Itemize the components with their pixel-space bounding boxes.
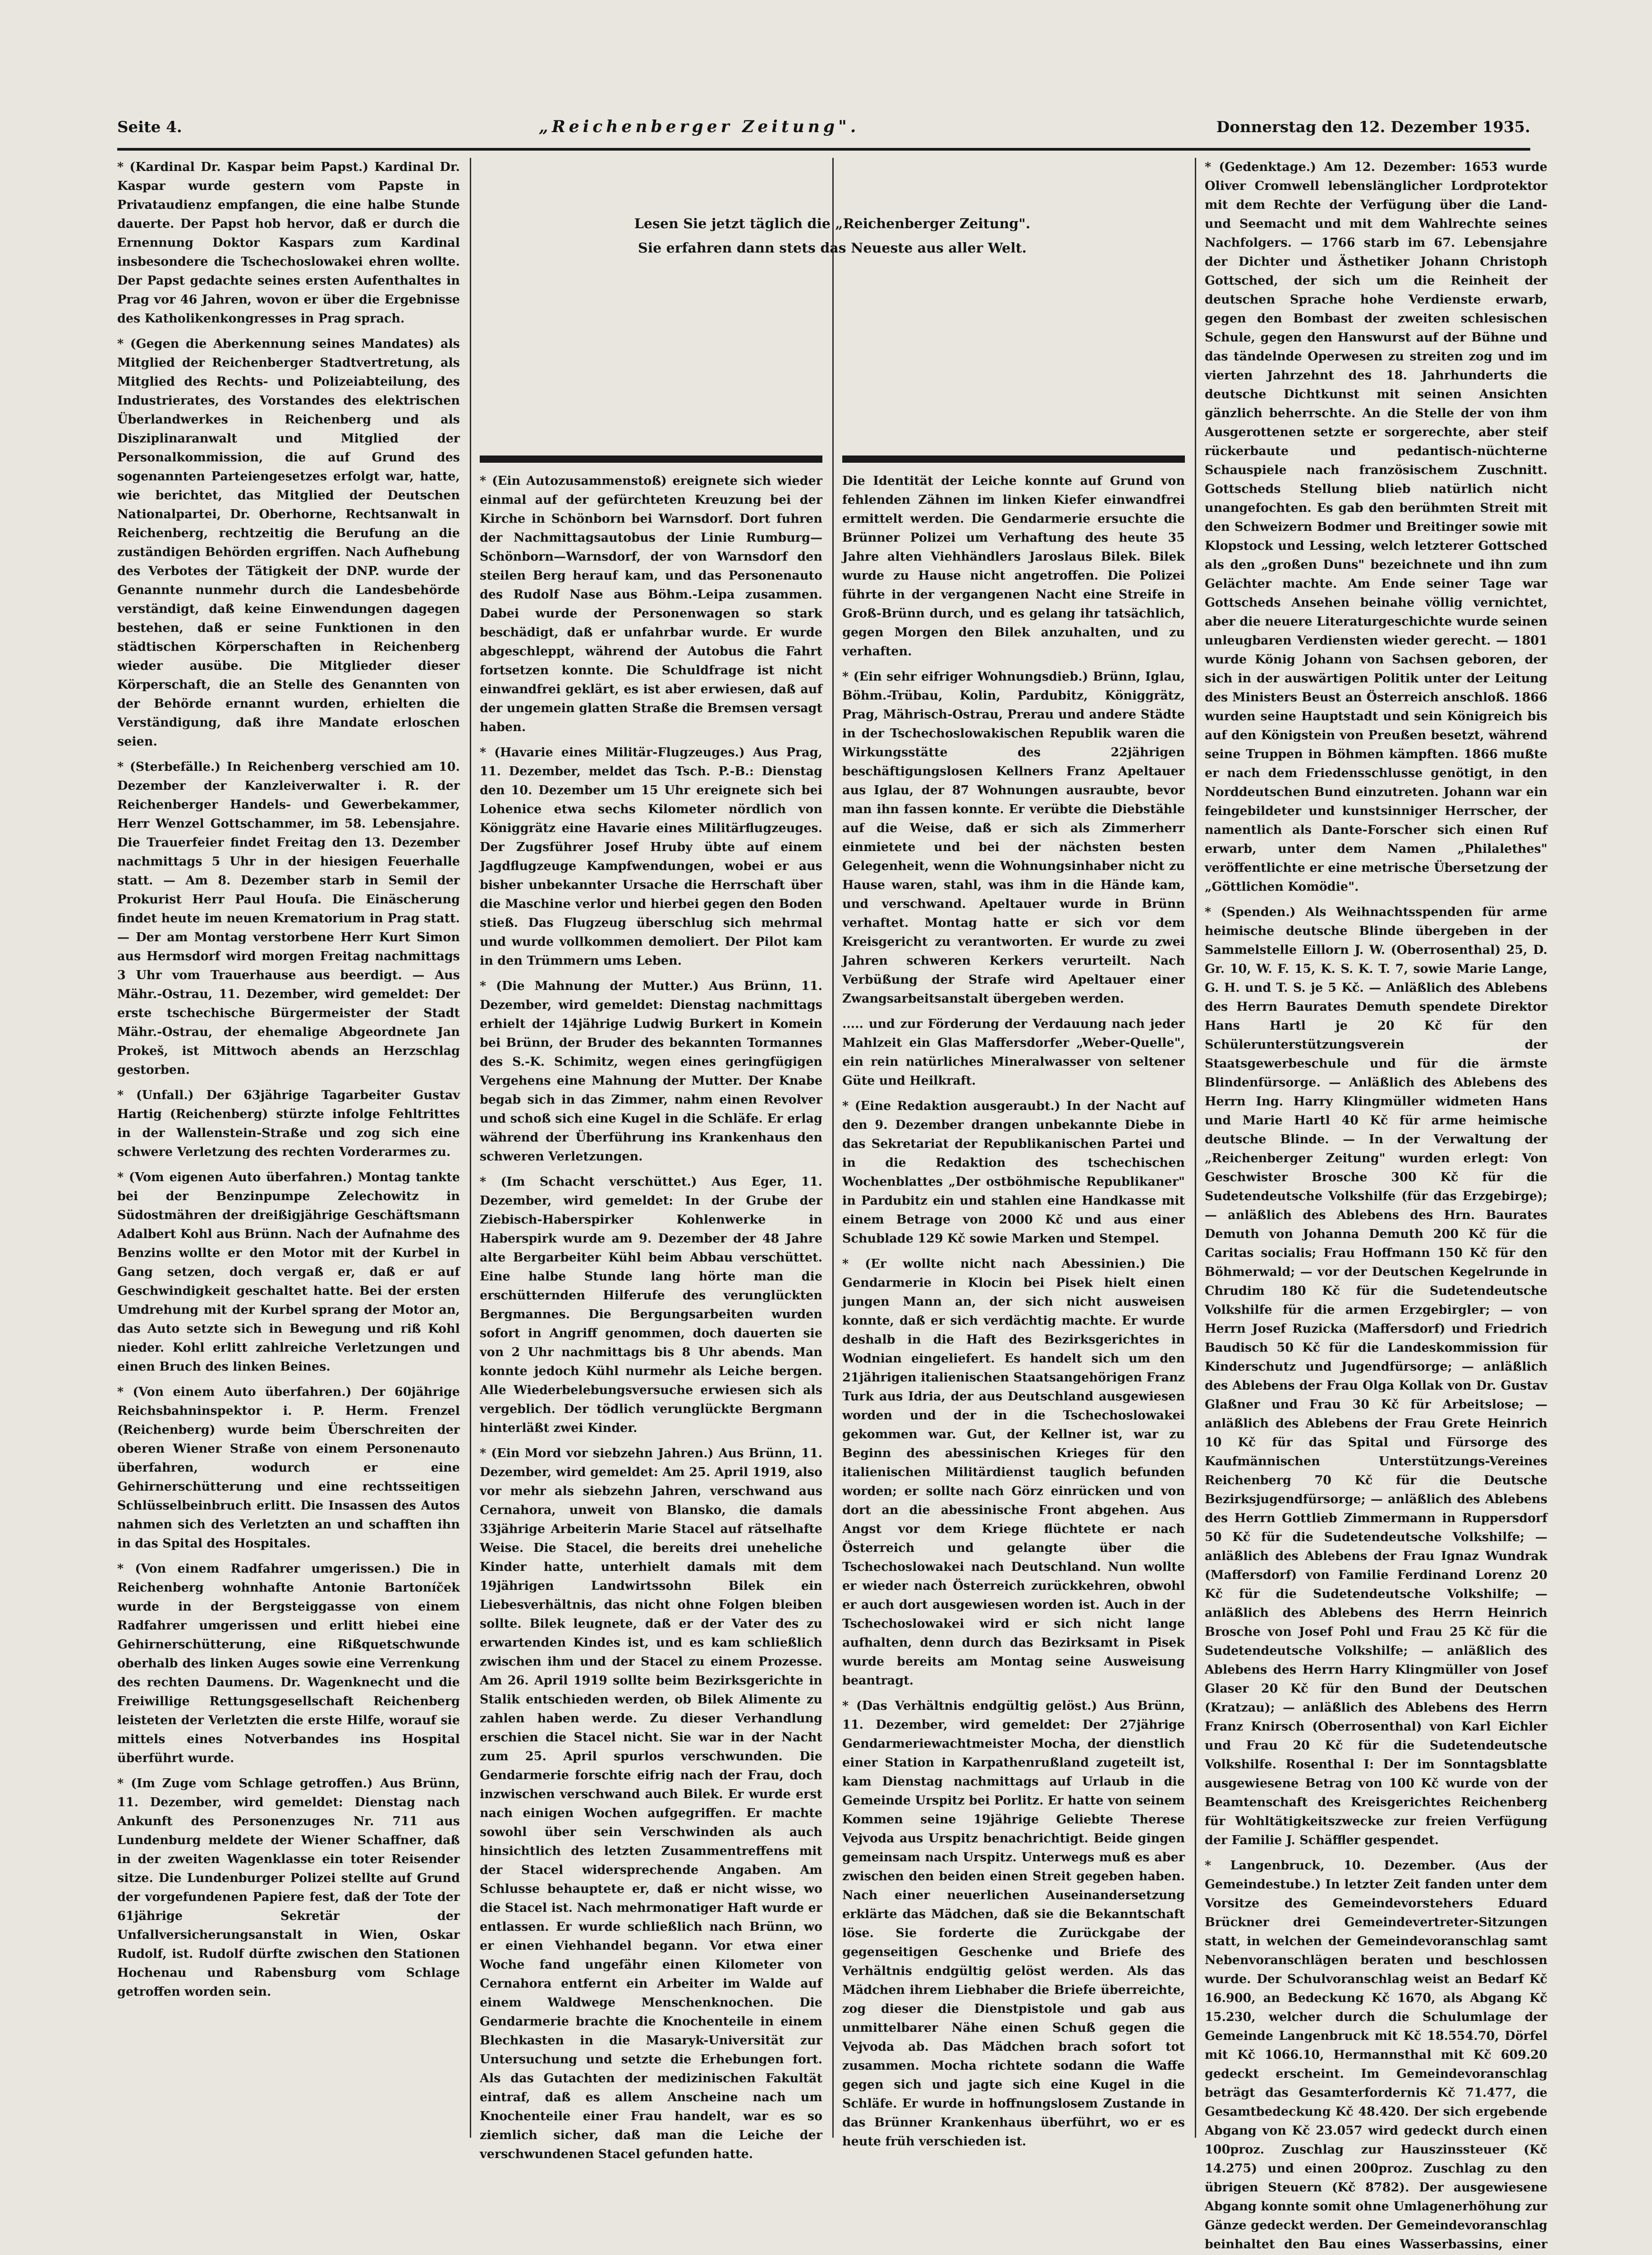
article-heading: * (Von einem Radfahrer umgerissen.) bbox=[117, 1562, 412, 1576]
article-heading: * (Ein sehr eifriger Wohnungsdieb.) bbox=[842, 670, 1093, 684]
article-heading: * (Unfall.) bbox=[117, 1088, 206, 1102]
article bbox=[117, 1168, 460, 1376]
article-heading: * Langenbruck, bbox=[1205, 1859, 1344, 1873]
article-heading: * (Von einem Auto überfahren.) bbox=[117, 1385, 361, 1399]
section-bar bbox=[480, 456, 822, 463]
article-heading: * (Das Verhältnis endgültig gelöst.) bbox=[842, 1699, 1105, 1713]
column-2 bbox=[480, 452, 822, 2255]
article-heading: * (Sterbefälle.) bbox=[117, 760, 227, 774]
article bbox=[842, 1097, 1185, 1248]
promo-line-2: Sie erfahren dann stets das Neueste aus aller Welt. bbox=[638, 240, 1027, 256]
article-text: Aus Brünn, 11. Dezember, wird gemeldet: Der 27jährige Gendarmeriewachtmeister Mocha, der dienstlich einer Station in Karpathenrußland zugeteilt ist, kam Dienstag nachmittags auf Urlaub in die Gemeinde Urspitz bei Porlitz. Er hatte von seinem Kommen seine 19jährige Geliebte Therese Vejvoda aus Urspitz benachrichtigt. Beide gingen gemeinsam nach Urspitz. Unterwegs muß es aber zwischen den beiden einen Streit gegeben haben. Nach einer neuerlichen Auseinandersetzung erklärte das Mädchen, daß sie die Bekanntschaft löse. Sie forderte die Zurückgabe der gegenseitigen Geschenke und Briefe des Verhältnis endgültig gelöst werden. Als das Mädchen ihrem Liebhaber die Briefe überreichte, zog dieser die Dienstpistole und gab aus unmittelbarer Nähe einen Schuß gegen die Vejvoda ab. Das Mädchen brach sofort tot zusammen. Mocha richtete sodann die Waffe gegen sich und jagte sich eine Kugel in die Schläfe. Er wurde in hoffnungslosem Zustande in das Brünner Krankenhaus überführt, wo er es heute früh verschieden ist. bbox=[842, 1699, 1185, 2149]
article-text: Kardinal Dr. Kaspar wurde gestern vom Papste in Privataudienz empfangen, die eine halbe Stunde dauerte. Der Papst hob hervor, daß er durch die Ernennung Doktor Kaspars zum Kardinal insbesondere die Tschechoslowakei ehren wollte. Der Papst gedachte seines ersten Aufenthaltes in Prag vor 46 Jahren, wovon er über die Ergebnisse des Katholikenkongresses in Prag sprach. bbox=[117, 160, 460, 326]
article-columns bbox=[117, 158, 1547, 2251]
article-text: Am 12. Dezember: 1653 wurde Oliver Cromwell lebenslänglicher Lordprotektor mit dem Rechte der Verfügung über die Land- und Seemacht und mit dem Wahlrechte seines Nachfolgers. — 1766 starb im 67. Lebensjahre der Dichter und Ästhetiker Johann Christoph Gottsched, der sich um die Reinheit der deutschen Sprache hohe Verdienste erwarb, gegen den Bombast der zweiten schlesischen Schule, gegen den Hanswurst auf der Bühne und das tändelnde Operwesen zu streiten zog und im vierten Jahrzehnt des 18. Jahrhunderts die deutsche Dichtkunst mit seinen Ansichten gänzlich beherrschte. An die Stelle der von ihm Ausgerottenen setzte er sorgerechte, aber steif rückerbaute und pedantisch-nüchterne Schauspiele nach französischem Zuschnitt. Gottscheds Stellung blieb natürlich nicht unangefochten. Es gab den berühmten Streit mit den Schweizern Bodmer und Breitinger sowie mit Klopstock und Lessing, welch letzterer Gottsched als den „großen Duns" bezeichnete und ihn zum Gelächter machte. Am Ende seiner Tage war Gottscheds Ansehen beinahe völlig vernichtet, aber die neuere Literaturgeschichte wurde seinen unleugbaren Verdiensten wieder gerecht. — 1801 wurde König Johann von Sachsen geboren, der sich in der auswärtigen Politik unter der Leitung des Ministers Beust an Österreich anschloß. 1866 wurden seine Hauptstadt und sein Königreich bis auf den Königstein von Preußen besetzt, während seine Truppen in Böhmen kämpften. 1866 mußte er nach dem Friedensschlusse genötigt, in den Norddeutschen Bund einzutreten. Johann war ein feingebildeter und kunstsinniger Herrscher, der namentlich als Dante-Forscher sich einen Ruf erwarb, unter dem Namen „Philalethes" veröffentlichte er eine metrische Übersetzung der „Göttlichen Komödie". bbox=[1205, 160, 1547, 894]
article-text: Brünn, Iglau, Böhm.-Trübau, Kolin, Pardubitz, Königgrätz, Prag, Mährisch-Ostrau, Prerau und andere Städte in der Tschechoslowakischen Republik waren die Wirkungsstätte des 22jährigen beschäftigungslosen Kellners Franz Apeltauer aus Iglau, der 87 Wohnungen ausraubte, bevor man ihn fassen konnte. Er verübte die Diebstähle auf die Weise, daß er sich als Zimmerherr einmietete und bei der nächsten besten Gelegenheit, wenn die Wohnungsinhaber nicht zu Hause waren, stahl, was ihm in die Hände kam, und verschwand. Apeltauer wurde in Brünn verhaftet. Montag hatte er sich vor dem Kreisgericht zu verantworten. Er wurde zu zwei Jahren schweren Kerkers verurteilt. Nach Verbüßung der Strafe wird Apeltauer einer Zwangsarbeitsanstalt übergeben werden. bbox=[842, 670, 1185, 1006]
issue-date: Donnerstag den 12. Dezember 1935. bbox=[1216, 118, 1530, 136]
article bbox=[842, 1697, 1185, 2151]
article bbox=[117, 1383, 460, 1553]
article bbox=[117, 1774, 460, 2002]
article-heading: * (Im Schacht verschüttet.) bbox=[480, 1175, 712, 1189]
promo-box bbox=[480, 158, 1185, 452]
article bbox=[117, 1086, 460, 1162]
article bbox=[1205, 158, 1547, 897]
article-text: In Reichenberg verschied am 10. Dezember der Kanzleiverwalter i. R. der Reichenberger Handels- und Gewerbekammer, Herr Wenzel Gottschammer, im 58. Lebensjahre. Die Trauerfeier findet Freitag den 13. Dezember nachmittags 5 Uhr in der hiesigen Feuerhalle statt. — Am 8. Dezember starb in Semil der Prokurist Herr Paul Houſa. Die Einäscherung findet heute im neuen Krematorium in Prag statt. — Der am Montag verstorbene Herr Kurt Simon aus Hermsdorf wird morgen Freitag nachmittags 3 Uhr vom Trauerhause aus beerdigt. — Aus Mähr.-Ostrau, 11. Dezember, wird gemeldet: Der erste tschechische Bürgermeister der Stadt Mähr.-Ostrau, der ehemalige Abgeordnete Jan Prokeš, ist Mittwoch abends an Herzschlag gestorben. bbox=[117, 760, 460, 1077]
article bbox=[842, 472, 1185, 661]
article-text: Aus Prag, 11. Dezember, meldet das Tsch. P.-B.: Dienstag den 10. Dezember um 15 Uhr ereignete sich bei Lohenice etwa sechs Kilometer nördlich von Königgrätz eine Havarie eines Militärflugzeuges. Der Zugsführer Josef Hruby übte auf einem Jagdflugzeuge Kampfwendungen, wobei er aus bisher unbekannter Ursache die Herrschaft über die Maschine verlor und hierbei gegen den Boden stieß. Das Flugzeug überschlug sich mehrmal und wurde vollkommen demoliert. Der Pilot kam in den Trümmern ums Leben. bbox=[480, 746, 823, 968]
article bbox=[842, 1255, 1185, 1690]
article-text: Als Weihnachtsspenden für arme heimische deutsche Blinde übergeben in der Sammelstelle Eillorn J. W. (Oberrosenthal) 25, D. Gr. 10, W. F. 15, K. S. K. T. 7, sowie Marie Lange, G. H. und T. S. je 5 Kč. — Anläßlich des Ablebens des Herrn Baurates Demuth spendete Direktor Hans Hartl je 20 Kč für den Schülerunterstützungsverein der Staatsgewerbeschule und für die ärmste Blindenfürsorge. — Anläßlich des Ablebens des Herrn Ing. Harry Klingmüller widmeten Hans und Marie Hartl 40 Kč für arme heimische deutsche Blinde. — In der Verwaltung der „Reichenberger Zeitung" wurden erlegt: Von Geschwister Brosche 300 Kč für die Sudetendeutsche Volkshilfe (für das Erzgebirge); — anläßlich des Ablebens des Hrn. Baurates Demuth von Johanna Demuth 200 Kč für die Caritas socialis; Frau Hoffmann 150 Kč für den Böhmerwald; — vor der Deutschen Kegelrunde in Chrudim 180 Kč für die Sudetendeutsche Volkshilfe für die armen Erzgebirgler; — von Herrn Josef Ruzicka (Maffersdorf) und Friedrich Baudisch 50 Kč für die Landeskommission für Kinderschutz und Jugendfürsorge; — anläßlich des Ablebens der Frau Olga Kollak von Dr. Gustav Glaßner und Frau 30 Kč für Arbeitslose; — anläßlich des Ablebens der Frau Grete Heinrich 10 Kč für das Spital und Fürsorge des Kaufmännischen Unterstützungs-Vereines Reichenberg 70 Kč für die Deutsche Bezirksjugendfürsorge; — anläßlich des Ablebens des Herrn Gottlieb Zimmermann in Ruppersdorf 50 Kč für die Sudetendeutsche Volkshilfe; — anläßlich des Ablebens der Frau Ignaz Wundrak (Maffersdorf) von Familie Ferdinand Lorenz 20 Kč für die Sudetendeutsche Volkshilfe; — anläßlich des Ablebens des Herrn Heinrich Brosche von Josef Pohl und Frau 25 Kč für die Sudetendeutsche Volkshilfe; — anläßlich des Ablebens des Herrn Harry Klingmüller von Josef Glaser 20 Kč für den Bund der Deutschen (Kratzau); — anläßlich des Ablebens des Herrn Franz Knirsch (Oberrosenthal) von Karl Eichler und Frau 20 Kč für die Sudetendeutsche Volkshilfe. Rosenthal I: Der im Sonntagsblatte ausgewiesene Betrag von 100 Kč wurde von der Beamtenschaft des Kreisgerichtes Reichenberg für Wohltätigkeitszwecke zur freien Verfügung der Familie J. Schäffler gespendet. bbox=[1205, 905, 1547, 1847]
newspaper-title: „Reichenberger Zeitung". bbox=[539, 117, 860, 136]
article-heading: * (Kardinal Dr. Kaspar beim Papst.) bbox=[117, 160, 375, 174]
article-heading: * (Gedenktage.) bbox=[1205, 160, 1324, 174]
article bbox=[117, 1560, 460, 1768]
article-text: Der 63jährige Tagarbeiter Gustav Hartig (Reichenberg) stürzte infolge Fehltrittes in der Wallenstein-Straße und zog sich eine schwere Verletzung des rechten Vorderarmes zu. bbox=[117, 1088, 460, 1159]
column-4 bbox=[1205, 158, 1547, 2255]
article bbox=[117, 758, 460, 1080]
article bbox=[117, 335, 460, 751]
article-text: als Mitglied der Reichenberger Stadtvertretung, als Mitglied des Rechts- und Polizeiabteilung, des Industrierates, des Vorstandes des elektrischen Überlandwerkes in Reichenberg und als Disziplinaranwalt und Mitglied der Personalkommission, die auf Grund des sogenannten Parteiengesetzes erfolgt war, hatte, wie berichtet, das Mitglied der Deutschen Nationalpartei, Dr. Oberhorne, Rechtsanwalt in Reichenberg, rechtzeitig die Berufung an die zuständigen Behörden ergriffen. Nach Aufhebung des Verbotes der Tätigkeit der DNP. wurde der Genannte nunmehr durch die Landesbehörde verständigt, daß keine Einwendungen dagegen bestehen, daß er seine Funktionen in den städtischen Körperschaften in Reichenberg wieder ausübe. Die Mitglieder dieser Körperschaft, die an Stelle des Genannten von der Behörde ernannt wurden, erhielten die Verständigung, daß ihre Mandate erloschen seien. bbox=[117, 337, 460, 749]
header-rule bbox=[117, 148, 1530, 151]
article-text: Aus Brünn, 11. Dezember, wird gemeldet: Am 25. April 1919, also vor mehr als siebzehn Jahren, verschwand aus Cernahora, unweit von Blansko, die damals 33jährige Arbeiterin Marie Stacel auf rätselhafte Weise. Die Stacel, die bereits drei uneheliche Kinder hatte, unterhielt damals mit dem 19jährigen Landwirtssohn Bilek ein Liebesverhältnis, das nicht ohne Folgen bleiben sollte. Bilek leugnete, daß er der Vater des zu erwartenden Kindes ist, und es kam schließlich zwischen ihm und der Stacel zu einem Prozesse. Am 26. April 1919 sollte beim Bezirksgerichte in Stalik entschieden werden, ob Bilek Alimente zu zahlen haben werde. Zu dieser Verhandlung erschien die Stacel nicht. Sie war in der Nacht zum 25. April spurlos verschwunden. Die Gendarmerie forschte eifrig nach der Frau, doch inzwischen verschwand auch Bilek. Er wurde erst nach einigen Wochen aufgegriffen. Er machte sowohl über sein Verschwinden als auch hinsichtlich des letzten Zusammentreffens mit der Stacel widersprechende Angaben. Am Schlusse behauptete er, daß er nicht wisse, wo die Stacel ist. Nach mehrmonatiger Haft wurde er entlassen. Er wurde schließlich nach Brünn, wo er einen Viehhandel begann. Vor etwa einer Woche fand ungefähr einen Kilometer von Cernahora entfernt ein Arbeiter im Walde auf einem Waldwege Menschenknochen. Die Gendarmerie brachte die Knochenteile in einem Blechkasten in die Masaryk-Universität zur Untersuchung und setzte die Erhebungen fort. Als das Gutachten der medizinischen Fakultät eintraf, daß es allem Anscheine nach um Knochenteile einer Frau handelt, war es so ziemlich sicher, daß man die Leiche der verschwundenen Stacel gefunden hatte. bbox=[480, 1446, 823, 2161]
article-text: Die Identität der Leiche konnte auf Grund von fehlenden Zähnen im linken Kiefer einwandfrei ermittelt werden. Die Gendarmerie ersuchte die Brünner Polizei um Verhaftung des heute 35 Jahre alten Viehhändlers Jaroslaus Bilek. Bilek wurde zu Hause nicht angetroffen. Die Polizei führte in der vergangenen Nacht eine Streife in Groß-Brünn durch, und es gelang ihr tatsächlich, gegen Morgen den Bilek anzuhalten, und zu verhaften. bbox=[842, 474, 1185, 658]
article bbox=[117, 158, 460, 328]
article-text: Aus Eger, 11. Dezember, wird gemeldet: In der Grube der Ziebisch-Haberspirker Kohlenwerke in Haberspirk wurde am 9. Dezember der 48 Jahre alte Bergarbeiter Kühl beim Abbau verschüttet. Eine halbe Stunde lang hörte man die erschütternden Hilferufe des verunglückten Bergmannes. Die Bergungsarbeiten wurden sofort in Angriff genommen, doch dauerten sie von 2 Uhr nachmittags bis 8 Uhr abends. Man konnte jedoch Kühl nurmehr als Leiche bergen. Alle Wiederbelebungsversuche erwiesen sich als vergeblich. Der tödlich verunglückte Bergmann hinterläßt zwei Kinder. bbox=[480, 1175, 823, 1435]
article-text: Die Gendarmerie in Klocin bei Pisek hielt einen jungen Mann an, der sich nicht ausweisen konnte, daß er sich verdächtig machte. Er wurde deshalb in die Haft des Bezirksgerichtes in Wodnian eingeliefert. Es handelt sich um den 21jährigen italienischen Staatsangehörigen Franz Turk aus Idria, der aus Deutschland ausgewiesen worden und der in die Tschechoslowakei gekommen war. Gut, der Kellner ist, war zu Beginn des abessinischen Krieges für den italienischen Militärdienst tauglich befunden worden; er sollte nach Görz einrücken und von dort an die abessinische Front abgehen. Aus Angst vor dem Kriege flüchtete er nach Österreich und gelangte über die Tschechoslowakei nach Deutschland. Nun wollte er wieder nach Österreich zurückkehren, obwohl er auch dort ausgewiesen worden ist. Auch in der Tschechoslowakei wird er sich nicht lange aufhalten, denn durch das Bezirksamt in Pisek wurde bereits am Montag seine Ausweisung beantragt. bbox=[842, 1257, 1185, 1688]
article-heading: * (Ein Mord vor siebzehn Jahren.) bbox=[480, 1446, 719, 1460]
article-heading: * (Er wollte nicht nach Abessinien.) bbox=[842, 1257, 1162, 1271]
article bbox=[480, 472, 822, 737]
article bbox=[842, 1015, 1185, 1091]
article-text: ..... und zur Förderung der Verdauung nach jeder Mahlzeit ein Glas Maffersdorfer „Weber-Quelle", ein rein natürliches Mineralwasser von seltener Güte und Heilkraft. bbox=[842, 1017, 1185, 1088]
article-text: Aus Brünn, 11. Dezember, wird gemeldet: Dienstag nachmittags erhielt der 14jährige Ludwig Burkert in Komein bei Brünn, der Bruder des bekannten Tormannes des S.-K. Schimitz, wegen eines geringfügigen Vergehens eine Mahnung der Mutter. Der Knabe begab sich in das Zimmer, nahm einen Revolver und schoß sich eine Kugel in die Schläfe. Er erlag während der Überführung ins Krankenhaus den schweren Verletzungen. bbox=[480, 979, 823, 1164]
promo-line-1: Lesen Sie jetzt täglich die „Reichenberger Zeitung". bbox=[634, 216, 1031, 232]
article-text: In der Nacht auf den 9. Dezember drangen unbekannte Diebe in das Sekretariat der Republikanischen Partei und in die Redaktion des tschechischen Wochenblattes „Der ostböhmische Republikaner" in Pardubitz ein und stahlen eine Handkasse mit einem Betrage von 2000 Kč und aus einer Schublade 129 Kč sowie Marken und Stempel. bbox=[842, 1099, 1185, 1246]
article bbox=[842, 667, 1185, 1008]
section-bar bbox=[842, 456, 1185, 463]
article-text: Aus Brünn, 11. Dezember, wird gemeldet: Dienstag nach Ankunft des Personenzuges Nr. 711 aus Lundenburg meldete der Wiener Schaffner, daß in der zweiten Wagenklasse ein toter Reisender sitze. Die Lundenburger Polizei stellte auf Grund der vorgefundenen Papiere fest, daß der Tote der 61jährige Sekretär der Unfallversicherungsanstalt in Wien, Oskar Rudolf, ist. Rudolf dürfte zwischen den Stationen Hochenau und Rabensburg vom Schlage getroffen worden sein. bbox=[117, 1776, 460, 1999]
page-number: Seite 4. bbox=[117, 118, 182, 136]
article-heading: * (Ein Autozusammenstoß) bbox=[480, 474, 673, 488]
article-text: Montag tankte bei der Benzinpumpe Zelechowitz in Südostmähren der dreißigjährige Geschäftsmann Adalbert Kohl aus Brünn. Nach der Aufnahme des Benzins wollte er den Motor mit der Kurbel in Gang setzen, doch vergaß er, daß er auf Geschwindigkeit geschaltet hatte. Bei der ersten Umdrehung mit der Kurbel sprang der Motor an, das Auto setzte sich in Bewegung und riß Kohl nieder. Kohl erlitt zahlreiche Verletzungen und einen Bruch des linken Beines. bbox=[117, 1170, 460, 1374]
article bbox=[480, 1173, 822, 1438]
article-heading: * (Die Mahnung der Mutter.) bbox=[480, 979, 709, 993]
article-text: 10. Dezember. (Aus der Gemeindestube.) In letzter Zeit fanden unter dem Vorsitze des Gemeindevorstehers Eduard Brückner drei Gemeindevertreter-Sitzungen statt, in welchen der Gemeindevoranschlag samt Nebenvoranschlägen beraten und beschlossen wurde. Der Schulvoranschlag weist an Bedarf Kč 16.900, an Bedeckung Kč 1670, als Abgang Kč 15.230, welcher durch die Schulumlage der Gemeinde Langenbruck mit Kč 18.554.70, Dörfel mit Kč 1066.10, Hermannsthal mit Kč 609.20 gedeckt erscheint. Im Gemeindevoranschlag beträgt das Gesamterfordernis Kč 71.477, die Gesamtbedeckung Kč 48.420. Der sich ergebende Abgang von Kč 23.057 wird gedeckt durch einen 100proz. Zuschlag zur Hauszinssteuer (Kč 14.275) und einen 200proz. Zuschlag zu den übrigen Steuern (Kč 8782). Der ausgewiesene Abgang konnte somit ohne Umlagenerhöhung zur Gänze gedeckt werden. Der Gemeindevoranschlag beinhaltet den Bau eines Wasserbassins, einer bbox=[1205, 1859, 1547, 2251]
article-heading: * (Vom eigenen Auto überfahren.) bbox=[117, 1170, 358, 1184]
article bbox=[480, 743, 822, 971]
middle-columns bbox=[480, 452, 1185, 2255]
page-header bbox=[117, 117, 1530, 144]
article-heading: * (Havarie eines Militär-Flugzeuges.) bbox=[480, 746, 753, 759]
article-text: Der 60jährige Reichsbahninspektor i. P. Herm. Frenzel (Reichenberg) wurde beim Überschreiten der oberen Wiener Straße von einem Personenauto überfahren, wodurch er eine Gehirnerschütterung und eine rechtsseitigen Schlüsselbeinbruch erlitt. Die Insassen des Autos nahmen sich des Verletzten an und schafften ihn in das Spital des Hospitales. bbox=[117, 1385, 460, 1551]
article bbox=[480, 977, 822, 1166]
article-heading: * (Eine Redaktion ausgeraubt.) bbox=[842, 1099, 1067, 1113]
article bbox=[480, 1444, 822, 2164]
column-1 bbox=[117, 158, 460, 2255]
article bbox=[1205, 903, 1547, 1850]
article-heading: * (Spenden.) bbox=[1205, 905, 1306, 919]
article-text: Die in Reichenberg wohnhafte Antonie Bartoníček wurde in der Bergsteiggasse von einem Radfahrer umgerissen und erlitt hiebei eine Gehirnerschütterung, eine Rißquetschwunde oberhalb des linken Auges sowie eine Verrenkung des rechten Daumens. Dr. Wagenknecht und die Freiwillige Rettungsgesellschaft Reichenberg leisteten der Verletzten die erste Hilfe, worauf sie mittels eines Notverbandes ins Hospital überführt wurde. bbox=[117, 1562, 460, 1765]
article-heading: * (Gegen die Aberkennung seines Mandates) bbox=[117, 337, 441, 351]
article-heading: * (Im Zuge vom Schlage getroffen.) bbox=[117, 1776, 380, 1790]
article bbox=[1205, 1856, 1547, 2255]
column-3 bbox=[842, 452, 1185, 2255]
article-text: ereignete sich wieder einmal auf der gefürchteten Kreuzung bei der Kirche in Schönborn bei Warnsdorf. Dort fuhren der Nachmittagsautobus der Linie Rumburg—Schönborn—Warnsdorf, der von Warnsdorf den steilen Berg herauf kam, und das Personenauto des Rudolf Nase aus Böhm.-Leipa zusammen. Dabei wurde der Personenwagen so stark beschädigt, daß er unfahrbar wurde. Er wurde abgeschleppt, während der Autobus die Fahrt fortsetzen konnte. Die Schuldfrage ist nicht einwandfrei geklärt, es ist aber erwiesen, daß auf der ungemein glatten Straße die Bremsen versagt haben. bbox=[480, 474, 822, 734]
